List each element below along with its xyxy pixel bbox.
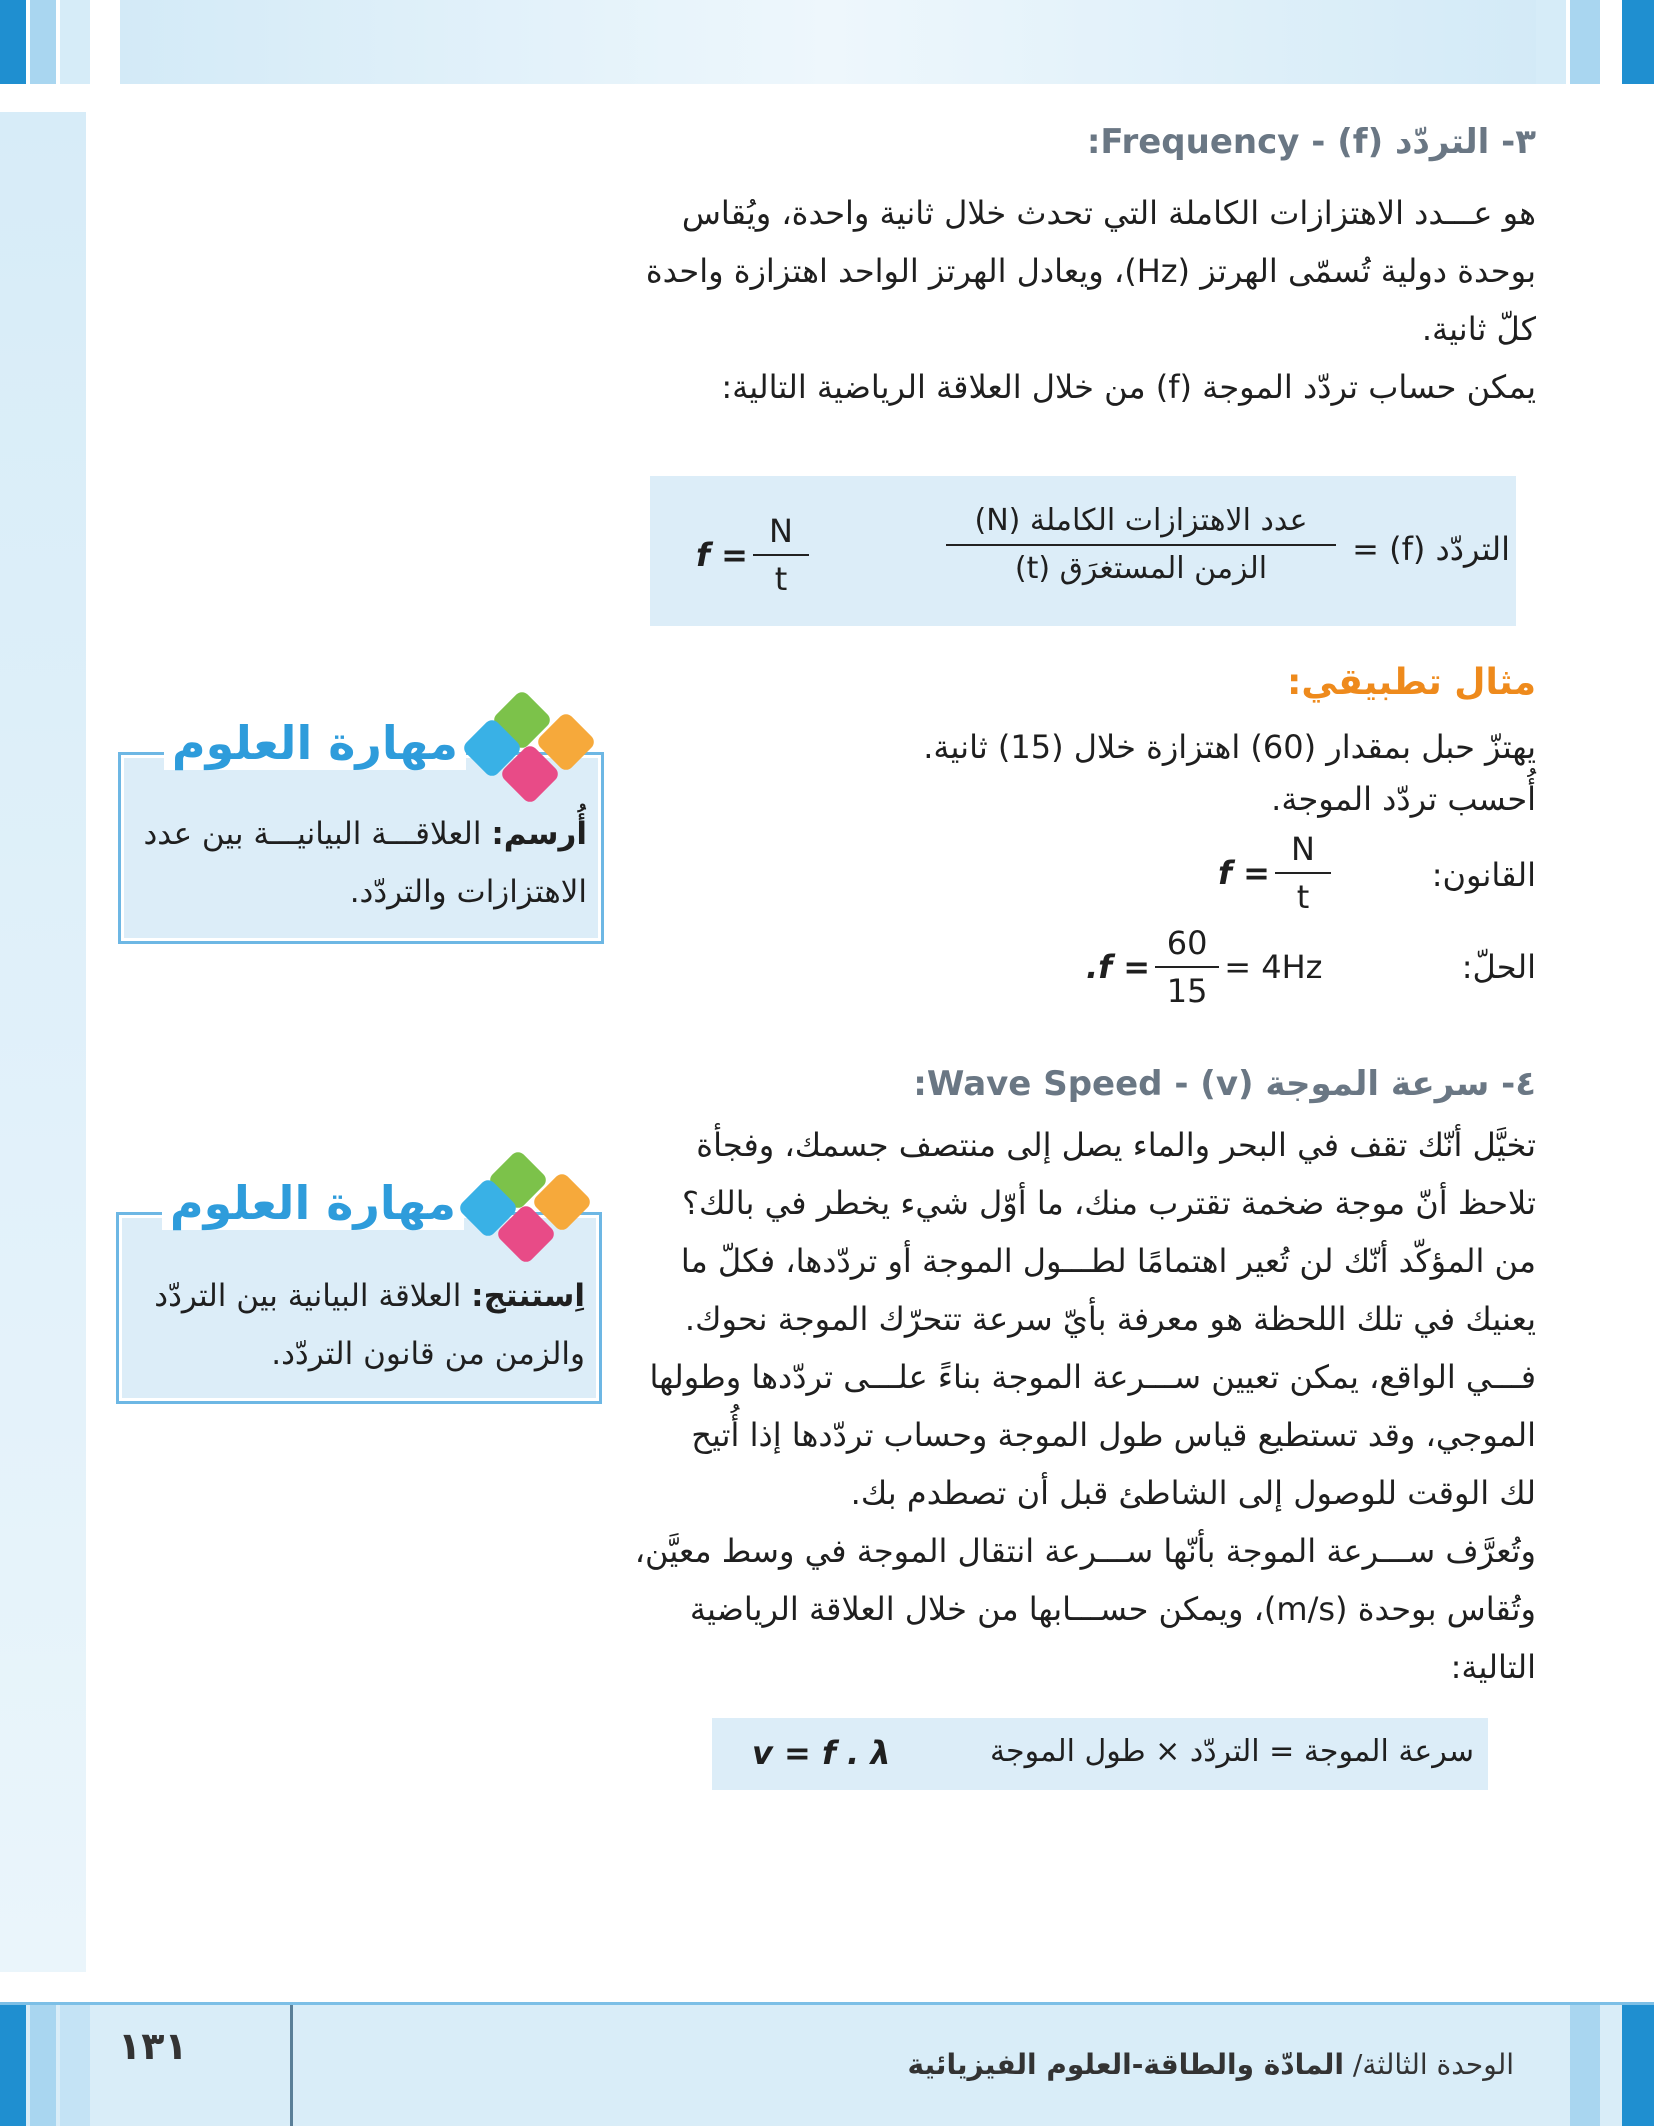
top-right-bar-light — [1570, 0, 1600, 84]
wave-line-6: الموجي، وقد تستطيع قياس طول الموجة وحساب تردّدها إذا أُتيح — [691, 1416, 1536, 1454]
solution-denominator: 15 — [1166, 972, 1208, 1010]
wave-speed-heading: ٤- سرعة الموجة (v) - Wave Speed: — [913, 1064, 1536, 1104]
footer-line — [0, 2002, 1654, 2005]
skill-box-1-keyword: أُرسم: — [491, 816, 587, 852]
wave-speed-symbol-formula: v = f . λ — [752, 1734, 891, 1772]
skill-box-1-title: مهارة العلوم — [164, 716, 466, 770]
wave-line-10: التالية: — [1450, 1648, 1536, 1686]
top-right-bar-dark — [1622, 0, 1654, 84]
footer-right-bar-light — [1570, 2005, 1600, 2126]
solution-result: = 4Hz — [1224, 948, 1323, 986]
footer-left-bar-pale — [60, 2005, 90, 2126]
puzzle-icon — [470, 690, 610, 800]
frequency-line-1: هو عـــدد الاهتزازات الكاملة التي تحدث خلال ثانية واحدة، ويُقاس — [681, 194, 1536, 232]
law-denominator: t — [1296, 878, 1310, 916]
top-left-bar-light — [30, 0, 56, 84]
example-line-1: يهتزّ حبل بمقدار (60) اهتزازة خلال (15) ثانية. — [923, 728, 1536, 766]
skill-box-1-line-1 — [127, 805, 587, 863]
example-problem — [636, 718, 1536, 828]
law-formula — [1218, 826, 1331, 920]
skill-box-1-line-2: الاهتزازات والتردّد. — [349, 874, 587, 910]
solution-lhs: .f = — [1086, 948, 1151, 986]
wave-speed-paragraph — [616, 1116, 1536, 1696]
footer-unit-title — [614, 2048, 1514, 2081]
example-title: مثال تطبيقي: — [1287, 662, 1536, 703]
top-left-bar-pale — [60, 0, 90, 84]
frequency-paragraph — [636, 184, 1536, 416]
wave-line-7: لك الوقت للوصول إلى الشاطئ قبل أن تصطدم بك. — [850, 1474, 1536, 1512]
formula-fraction — [753, 508, 809, 602]
wave-line-9: وتُقاس بوحدة (m/s)، ويمكن حســـابها من خلال العلاقة الرياضية — [689, 1590, 1536, 1628]
footer-left-bar-light — [30, 2005, 56, 2126]
top-right-bar-pale — [1536, 0, 1566, 84]
frequency-heading: ٣- التردّد (f) - Frequency: — [1086, 122, 1536, 162]
law-numerator: N — [1291, 830, 1315, 868]
solution-fraction — [1155, 920, 1219, 1014]
footer-divider — [290, 2005, 293, 2126]
law-label: القانون: — [1431, 856, 1536, 894]
skill-box-2-title: مهارة العلوم — [162, 1176, 464, 1230]
frequency-line-2: بوحدة دولية تُسمّى الهرتز (Hz)، ويعادل الهرتز الواحد اهتزازة واحدة — [645, 252, 1536, 290]
law-lhs: f = — [1218, 854, 1270, 892]
wave-line-3: من المؤكّد أنّك لن تُعير اهتمامًا لطـــول الموجة أو تردّدها، فكلّ ما — [680, 1242, 1536, 1280]
wave-line-4: يعنيك في تلك اللحظة هو معرفة بأيّ سرعة تتحرّك الموجة نحوك. — [684, 1300, 1536, 1338]
wave-line-5: فـــي الواقع، يمكن تعيين ســـرعة الموجة بناءً علـــى تردّدها وطولها — [649, 1358, 1536, 1396]
frequency-symbolic-formula — [696, 508, 809, 602]
word-denominator: الزمن المستغرَق (t) — [1014, 551, 1268, 586]
formula-lhs-symbol: f = — [696, 536, 748, 574]
wave-line-1: تخيَّل أنّك تقف في البحر والماء يصل إلى منتصف جسمك، وفجأة — [696, 1126, 1536, 1164]
skill-box-2-text-1: العلاقة البيانية بين التردّد — [154, 1278, 472, 1314]
solution-label: الحلّ: — [1461, 948, 1536, 986]
frequency-line-3: كلّ ثانية. — [1421, 310, 1536, 348]
footer-left-bar-dark — [0, 2005, 26, 2126]
formula-numerator: N — [769, 512, 793, 550]
frequency-line-4: يمكن حساب تردّد الموجة (f) من خلال العلاقة الرياضية التالية: — [721, 368, 1536, 406]
solution-formula — [1086, 920, 1322, 1014]
formula-denominator: t — [774, 560, 788, 598]
frequency-formula-box — [650, 476, 1516, 626]
example-line-2: أُحسب تردّد الموجة. — [1271, 780, 1536, 818]
page-number: ١٣١ — [118, 2024, 188, 2068]
footer-prefix: الوحدة الثالثة/ — [1344, 2048, 1514, 2081]
solution-numerator: 60 — [1166, 924, 1208, 962]
wave-speed-word-formula: سرعة الموجة = التردّد × طول الموجة — [989, 1734, 1474, 1769]
skill-box-2-text — [125, 1267, 585, 1383]
word-formula-lhs: التردّد (f) = — [1352, 530, 1510, 568]
skill-box-2-line-1 — [125, 1267, 585, 1325]
puzzle-icon — [466, 1150, 606, 1260]
wave-line-8: وتُعرَّف ســـرعة الموجة بأنّها ســـرعة انتقال الموجة في وسط معيَّن، — [634, 1532, 1536, 1570]
skill-box-1-text — [127, 805, 587, 921]
top-band — [120, 0, 1540, 84]
frequency-word-fraction — [946, 498, 1336, 592]
skill-box-2-line-2: والزمن من قانون التردّد. — [271, 1336, 585, 1372]
wave-line-2: تلاحظ أنّ موجة ضخمة تقترب منك، ما أوّل شيء يخطر في بالك؟ — [682, 1184, 1536, 1222]
top-left-bar-dark — [0, 0, 26, 84]
skill-box-1-text-1: العلاقـــة البيانيـــة بين عدد — [143, 816, 492, 852]
footer-title: المادّة والطاقة-العلوم الفيزيائية — [907, 2048, 1345, 2081]
skill-box-2-keyword: اِستنتج: — [471, 1278, 585, 1314]
law-fraction — [1275, 826, 1331, 920]
wave-speed-formula-box — [712, 1718, 1488, 1790]
footer-right-bar-dark — [1622, 2005, 1654, 2126]
left-margin-column — [0, 112, 86, 1972]
word-numerator: عدد الاهتزازات الكاملة (N) — [974, 503, 1308, 538]
